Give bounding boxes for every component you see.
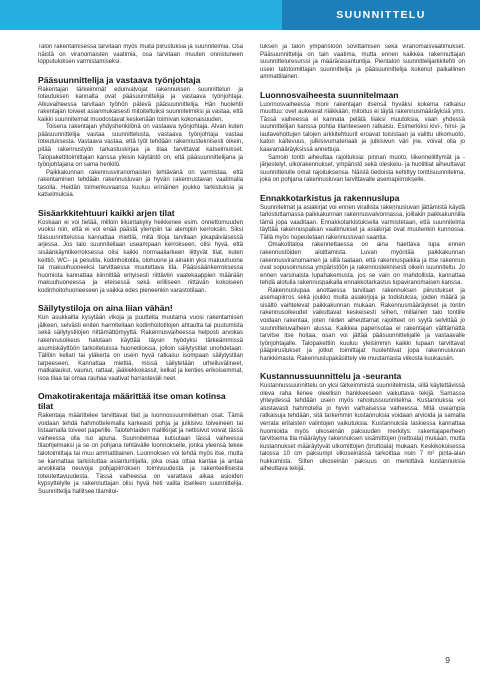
heading-sailytystilat: Säilytystiloja on aina liian vähän!	[38, 303, 173, 314]
body-paragraph: Rakentajan tärkeimmät edunvalvojat rakennuksen suunnittelun ja toteutuksen kannalta ovat pääsuunnittelija ja vastaava työnjohtaja. Alkuvaiheessa tarvitaan työhön pätevä pääsuunnittelija. Hän huolehtii rakentajan toiveet asianmukaisesti mitoiteltuiksi suunnitelmiksi ja vastaa, että kaikki suunnitelmat muodostavat keskenään toimivan kokonaisuuden.	[38, 86, 243, 123]
heading-paasuunnittelija: Pääsuunnittelija ja vastaava työnjohtaja	[38, 74, 201, 85]
page-number: 9	[445, 655, 450, 665]
continued-paragraph: tuksen ja talon ympäristöön sovittamisen sekä viranomaisvaatimukset. Pääsuunnittelija on tain vaatima, mutta ennen kaikkea rakennuttajan suunnitteluresurssi ja määrä/asiantuntija. Pientalon suunnittelijarkkitehti on usein talotoimittajan suunnittelija ja pääsuunnittelija kokenut paikallinen ammattilainen.	[260, 44, 465, 81]
right-column	[260, 44, 465, 659]
body-paragraph: Kun asukkailta kysytään vikoja ja puutteita muutama vuosi rakentamisen jälkeen, selvästi eniten harmitellaan kodinhoitotilojen ahtautta tai puutumista sekä säilytystilojen riittämättömyyttä. Rakennusvaiheessa helposti arvokas rakennusoikeus halutaan käyttää täysin hyödyksi tärkeämmissä asumiskäyttöön tarkoitetuissa huonetiloissa, jolloin säilytystilat unohdetaan. Tällöin kellari tai yläkerta on usein hyvä ratkaisu isompaan säilytystilan tarpeeseen. Kannattaa miettiä, missä säilytetään urheiluvälineet, matkalaukut, vaunut, rattaat, jääkiekkokassit, kelkat ja kenties erikoisemmat, isoa tilaa tai omaa rauhaa vaativat harrasteväli neet.	[38, 315, 243, 382]
body-paragraph: Paikkakunnan rakennusviranomaisten tehtävänä on varmistaa, että rakentaminen tehdään rakennusluvan ja hyvän rakennustavan vaatimalla tasolla. Heidän toimenkuvaansa kuuluu erinäinen joukko tarkistuksia ja katselmuksia.	[38, 169, 243, 199]
body-paragraph: Rakentaja määrittelee tarvittavat tilat ja luonnossuunnitelman osat. Tämä voidaan tehdä hahmottelemalla karkeasti pohja ja julkisivu toiveineen tai listaamalla toiveet paperille. Talotehtaiden mallikirjat ja nettisivut voivat tässä vaiheessa olla iso apuna. Suunnitelmaa kutsutaan tässä vaiheessa tilaohjelmaksi ja se on pohjana tehtävälle luonnokselle, jonka yleensä tekee talotoimittaja tai muu ammattilainen. Luonnoksen voi tehdä myös itse, mutta se kannattaa tarkistuttaa asiantuntijalla, joka osaa ottaa kantaa ja antaa arvokkaita neuvoja pohjapiirroksen toimivuudesta ja rakenteellisesta toteutettavuudesta. Tässä vaiheessa on varattava aikaa asioiden kypsyttelylle ja rakennuttajan olisi hyvä heti valita itselleen suunnittelija. Suunnittelija hallitsee tilamitoi-	[38, 413, 243, 495]
heading-ennakkotarkistus: Ennakkotarkistus ja rakennuslupa	[260, 192, 400, 203]
intro-paragraph: Talon rakentamisessa tarvitaan myös muita piirustuksia ja suunnitelmia. Osa näistä on viranomaisten vaatimia, osa tarvitaan muuten onnistuneen lopputuloksen varmistamiseksi.	[38, 44, 243, 66]
body-paragraph: Luonnosvaiheessa moni rakentajan itsensä hyväksi kokema ratkaisu muuttuu: ovet aukeavat riiäkkään, mitoitus ei täytä rakennusmääräyksiä yms. Tässä vaiheessa ei kannata pelätä liiaksi muutoksia, vaan yhdessä suunnittelijan kanssa pohtia tilanteeseen ratkaisu. Esimerkiksi kivi-, hirsi- ja lautavehottujen talojen arkkitehtuurit eroavat toisistaan ja valittu ulkomuoto, katon kaltevuus, julkisivumateriaali ja julkisivun väri jne. voivat olla jo kaavamääräyksissä annettuja.	[260, 101, 465, 154]
heading-sisaarkkitehtuuri: Sisäarkkitehtuuri kaikki arjen tilat	[38, 207, 175, 218]
heading-kustannussuunnittelu: Kustannussuunnittelu ja -seuranta	[260, 371, 402, 382]
heading-luonnosvaihe: Luonnosvaiheesta suunnitelmaan	[260, 89, 399, 100]
body-paragraph: Omakotitaloa rakennettaessa on aina haettava lupa ennen rakennustöiden aloittamista. Luvan myöntää paikkakunnan rakennusviranomainen ja sillä taataan, että rakennuspaikka ja itse rakennus ovat sopusoinnussa ympäristöön ja rakennusteknisesti oikein suunniteltu. Jo ennen varsinaista lupahakemusta, jos se vain on mahdollista, kannattaa tehdä alotulia rakennuspaikalla ennakkotarkastus lupaviranomaisen kanssa.	[260, 242, 465, 287]
body-paragraph: Toisena rakentajan yhdyshenkilönä on vastaava työnjohtaja. Alvan kuten pääsuunnittelija vastaa suunnittelusta, vastaava työnjohtaja vastaa toteutuksesta. Vastaava vastaa, että työt tehdään rakennusteknisesti oikein, pitää rakennustyön tarkastuskirjaa ja tilaa tarvittavat katselmukset. Talopakettitoimittajan kanssa yleisin käytäntö on, että pääsuunnittelijana ja työnjohtajana on sama henkilö.	[38, 124, 243, 169]
left-column	[38, 44, 243, 659]
section-title: SUUNNITTELU	[336, 9, 426, 21]
heading-omakotirakentaja: Omakotirakentaja määrittää itse oman kotinsa tilat	[38, 391, 226, 412]
body-paragraph: Rakennuslupaa anottaessa tarvitaan rakennuksen piirustukset ja asemapiirros sekä joukko muita asiakirjoja ja todistuksia, joiden määrä ja sisältö vaihtelevat paikkakunnan mukaan. Rakennusmääräykset ja tontin rakennusoikeudet vaikuttavat keskeisesti siihen, millainen talo tontille voidaan rakentaa, joten niiden aiheuttamat rajoitteet on syytä selvittää jo suunnitteluvaiheen alussa. Kaikkea paperisotaa ei rakentajan välttämättä tarvitse itse hoitaa, osan voi jättää pääsuunnittelijalle ja vastaavalle työnjohtajalle. Talopakettiin kuuluu yleisimmin kaikki lupaan tarvittavat pääpiirustukset ja jotkut toimittajat huolehtivat jopa rakennusluvan hankkimasta. Rakennuslupakäsittely vie muutamasta viikosta kuukausiin.	[260, 287, 465, 362]
body-paragraph: Kustannussuunnittelu on yksi tärkeimmistä suunnitelmista, sillä käytettävissä oleva raha lienee oleellisin hankkeeseen vaikuttava tekijä. Samassa yhteydessä tehdään usein myös rahoitussuunnitelma. Kustannuksia voi alustavasti hahmotella jo hyvin varhaisessa vaiheessa. Mitä useampia ratkaisuja tehdään, sitä tarkemmin kustannuksia voidaan arvioida ja samalla verrata erilaisten valintojen vaikutuksia. Kustannuksia laskiessa kannattaa huomioida myös ulkoseinän paksuuden merkitys: rakentajaperheen tarvitsema tila määräytyy rakennuksen sisämittojen (nettoala) mukaan, mutta kustannukset määräytyvät ulkomittojen (bruttoala) mukaan. Keskikokoisessa talossa 10 cm paksumpi ulkoseinässä tarkoittaa noin 7 m² pinta-alan hukkumista. Silten ulkoseinän paksuus on merkittävä kustannuksia aiheuttava tekijä.	[260, 383, 465, 473]
section-header-tab	[282, 0, 480, 30]
body-paragraph: Koskaan ei voi tietää, milloin liikuntakyky heikkenee esim. onnettomuuden vuoksi niin, että ei voi enää päästä ylempiin tai alempiin kerroksiin. Siksi tilasuunnittelussa kannattaa miettiä, mitä tiloja tarvitaan jokapäiväisessä arjessa. Jos talo suunnitellaan useampaan kerrokseen, olisi hyvä, että sisäänkäyntikerroksessa olisi kaikki normaaliarkeen liittyvät tilat, kuten keittiö, WC-- ja pesutila, kodinhoitotila, olohuone ja ainakin yksi makuuhuone tai makuuhuoneeksi tarvittaessa muutettava tila. Pääsisäänkerroksessa huomiota kannattaa kiinnittää erityisesti riittäviin vaatekaappien määrään makuuhuoneessa ja eteisessä sekä erilliseen riittävän kokoiseen kodinhoitohuoneeseen ja vaikka edes pieneenkin varastotilaan.	[38, 219, 243, 294]
body-paragraph: Suunnitelmat ja asiakirjat voi ennen virallista rakennusluvan jättämistä käydä tarkistuttamassa paikkakunnan rakennusvalvonnassa, joillakin paikkakunnilla tämä jopa vaaditaan. Ennakkotarkistuksella varmistetaan, että suunnitelma täyttää rakennuspaikan vaatimukset ja asiakirjat ovat muutenkin kunnossa. Tällä myös nopeutetaan rakennusluvan saantia.	[260, 204, 465, 241]
body-paragraph: Samoin tontti aiheuttaa rajoituksia: pinnan muoto, liikenneliittymät ja -järjestelyt, ulkorakennukset, ympäristö sekä oleskelu- ja huolitilat aiheuttavat suunnittelulle omat rajoituksensa. Näistä tiedoista kehittyy tonttisuunnitelma, joka on pohjana rakennusluvan tarvittavalle asemapiirrokselle.	[260, 154, 465, 184]
